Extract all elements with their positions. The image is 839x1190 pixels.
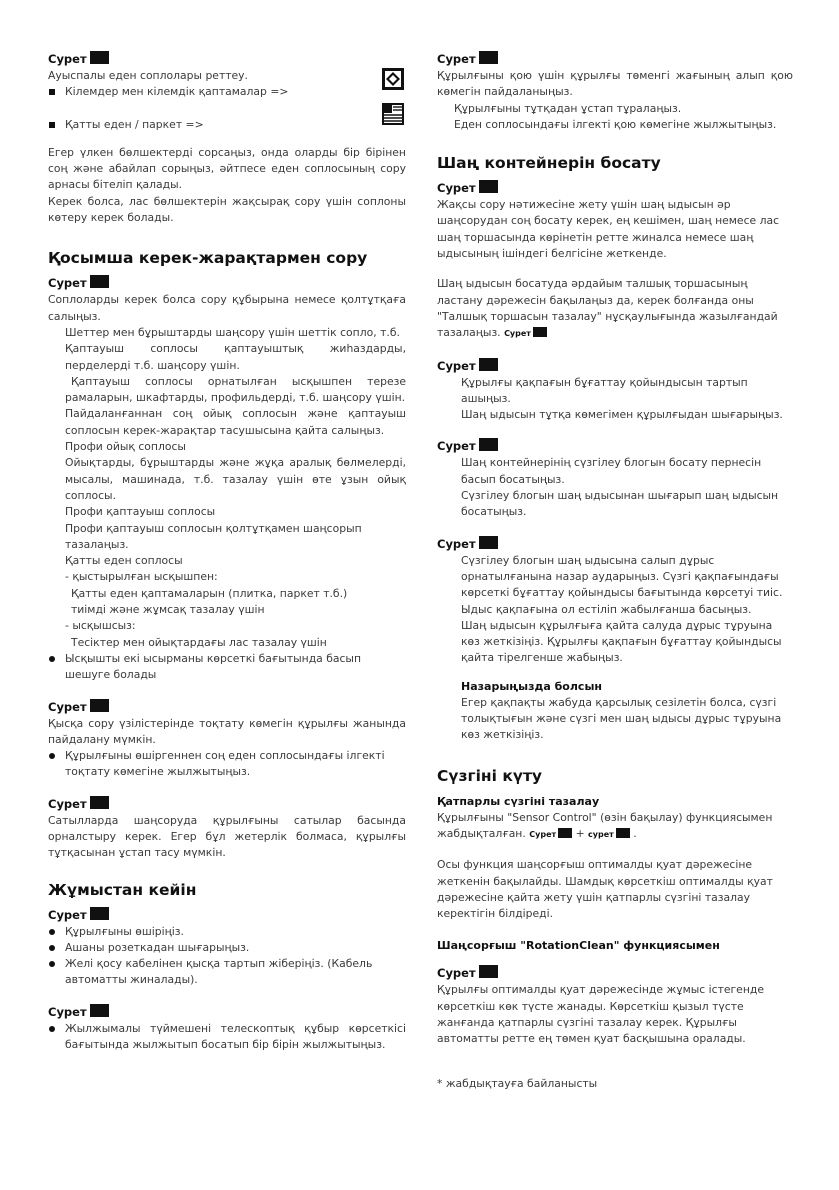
list-item: Ысқышты екі ысырманы көрсеткі бағытында басып шешуге болады [48,651,406,684]
subsection-heading: Қатпарлы сүзгіні тазалау [437,794,600,808]
list-line: Қатты еден соплосы [65,554,183,568]
list-line: Профи қаптауыш соплосы [65,505,216,519]
list-line: Шаң ыдысын құрылғыға қайта салуда дұрыс тұруына көз жеткізіңіз. Құрылғы қақпағын бұғаттау қойындысы қайта тірелгенше жабыңыз. [461,618,782,665]
figure-ref: Сурет [48,906,406,924]
subsection-heading: Шаңсорғыш "RotationClean" функциясымен [437,939,720,953]
list-line: тиімді және жұмсақ тазалау үшін [71,603,265,617]
list-line: Қаптауыш соплосы орнатылған ысқышпен терезе рамаларын, шкафтарды, профильдерді, т.б. шаңсору үшін. [65,374,406,405]
list-line: Ыдыс қақпағына ол естіліп жабылғанша басыңыз. [461,602,752,616]
figure-ref: Сурет [437,179,793,197]
left-column [48,50,406,1053]
list-line: Ойықтарды, бұрыштарды және жұқа аралық бөлмелерді, мысалы, машинада, т.б. тазалау үшін өте ұзын ойық соплосы. [65,456,406,502]
list-line: Сүзгілеу блогын шаң ыдысына салып дұрыс орнатылғанына назар аударыңыз. Сүзгі қақпағындағы көрсеткі бұғаттау қойындысы бағытында көрсетуі тиіс. [461,553,783,600]
paragraph: Сатылларда шаңсоруда құрылғыны сатылар басында орналстыру керек. Егер бұл жетерлік болмаса, құрылғы тұтқасынан ұстап тасу мүмкін. [48,813,406,860]
figure-ref: Сурет [437,535,793,553]
paragraph: Шаң ыдысын босатуда әрдайым талшық торшасының ластану дәрежесін бақылаңыз да, керек болғанда оны "Талшық торшасын тазалау" нұсқаулығында жазылғандай тазалаңыз. Сурет [437,277,778,340]
list-item: Кілемдер мен кілемдік қаптамалар => [48,84,406,100]
paragraph: Қысқа сору үзілістерінде тоқтату көмегін құрылғы жанында пайдалану мүмкін. [48,716,406,746]
right-column [437,50,793,1092]
list-line: Тесіктер мен ойықтардағы лас тазалау үшін [71,635,327,649]
section-heading: Жұмыстан кейін [48,880,197,899]
list-line: Құрылғы қақпағын бұғаттау қойындысын тартып ашыңыз. [461,375,748,405]
footnote: * жабдықтауға байланысты [437,1076,598,1090]
list-item: Қатты еден / паркет => [48,117,406,133]
carpet-mode-icon [382,68,404,90]
list-line: Шеттер мен бұрыштарды шаңсору үшін шеттік сопло, т.б. [65,325,400,339]
list-item: Құрылғыны өшіргеннен соң еден соплосындағы ілгекті тоқтату көмегіне жылжытыңыз. [48,748,406,781]
list-line: Пайдаланғаннан соң ойық соплосын және қаптауыш соплосын керек-жарақтар тасушысына қайта салыңыз. [65,407,406,437]
list-line: Сүзгілеу блогын шаң ыдысынан шығарып шаң ыдысын босатыңыз. [461,489,779,519]
paragraph: Соплоларды керек болса сору құбырына немесе қолтұтқаға салыңыз. [48,293,406,323]
list-item: Жылжымалы түймешені телескоптық құбыр көрсеткісі бағытында жылжытып босатып бір бірін жылжытыңыз. [48,1021,406,1054]
list-line: Қатты еден қаптамаларын (плитка, паркет т.б.) [71,586,348,600]
list-line: Қаптауыш соплосы қаптауыштық жиһаздарды, перделерді т.б. шаңсору үшін. [65,342,406,372]
figure-ref: Сурет [48,795,406,813]
hard-floor-mode-icon [382,103,404,125]
paragraph: Құрылғыны "Sensor Control" (өзін бақылау) функциясымен жабдықталған. Сурет + сурет . [437,810,773,840]
attention-heading: Назарыңызда болсын [461,679,602,693]
figure-ref: Сурет [48,274,406,292]
list-line: - қыстырылған ысқышпен: [65,570,218,584]
list-item: Ашаны розеткадан шығарыңыз. [48,940,406,956]
paragraph: Жақсы сору нәтижесіне жету үшін шаң ыдысын әр шаңсорудан соң босату керек, ең кешімен, шаң немесе лас шаң торшасында көрінетін ретте жиналса немесе шаң ыдысының ішіндегі белгісіне жеткенде. [437,198,780,261]
list-item: Желі қосу кабелінен қысқа тартып жіберіңіз. (Кабель автоматты жиналады). [48,956,406,989]
section-heading: Қосымша керек-жарақтармен сору [48,249,368,268]
list-line: Шаң ыдысын тұтқа көмегімен құрылғыдан шығарыңыз. [461,408,783,422]
list-line: Профи ойық соплосы [65,440,186,454]
figure-ref: Сурет [437,964,793,982]
list-line: Шаң контейнерінің сүзгілеу блогын босату пернесін басып босатыңыз. [461,456,762,486]
list-item: Құрылғыны өшіріңіз. [48,924,406,940]
section-heading: Сүзгіні күту [437,766,543,785]
paragraph: Керек болса, лас бөлшектерін жақсырақ сору үшін соплоны көтеру керек болады. [48,194,406,225]
figure-ref: Сурет [437,357,793,375]
section-heading: Шаң контейнерін босату [437,154,661,173]
list-line: Құрылғыны тұтқадан ұстап тұралаңыз. [454,101,682,115]
paragraph: Осы функция шаңсорғыш оптималды қуат дәрежесіне жеткенін бақылайды. Шамдық көрсеткіш оптималды қуат дәрежесіне қайта жету үшін қатпарлы сүзгіні тазалау керектігін білдіреді. [437,858,773,921]
list-line: Еден соплосындағы ілгекті қою көмегіне жылжытыңыз. [454,117,777,131]
list-line: Профи қаптауыш соплосын қолтұтқамен шаңсорып тазалаңыз. [65,521,362,551]
figure-ref: Сурет [48,50,406,68]
paragraph: Егер үлкен бөлшектерді сорсаңыз, онда оларды бір бірінен соң және абайлап сорыңыз, әйтпесе еден соплосының сору арнасы бітеліп қалады. [48,145,406,192]
figure-ref: Сурет [48,1003,406,1021]
figure-ref: Сурет [437,50,793,68]
list-line: - ысқышсыз: [65,619,136,633]
figure-ref: Сурет [48,698,406,716]
paragraph: Құрылғыны қою үшін құрылғы төменгі жағының алып қою көмегін пайдаланыңыз. [437,69,793,99]
paragraph: Ауыспалы еден соплолары реттеу. [48,69,248,82]
figure-ref: Сурет [437,437,793,455]
paragraph: Құрылғы оптималды қуат дәрежесінде жұмыс істегенде көрсеткіш көк түсте жанады. Көрсеткіш қызыл түсте жанғанда қатпарлы сүзгіні тазалау керек. Құрылғы автоматты ретте ең төмен қуат басқышына оралады. [437,983,764,1046]
attention-text: Егер қақпақты жабуда қарсылық сезілетін болса, сүзгі толықтығын және сүзгі мен шаң ыдысы дұрыс тұруына көз жеткізіңіз. [461,695,782,742]
